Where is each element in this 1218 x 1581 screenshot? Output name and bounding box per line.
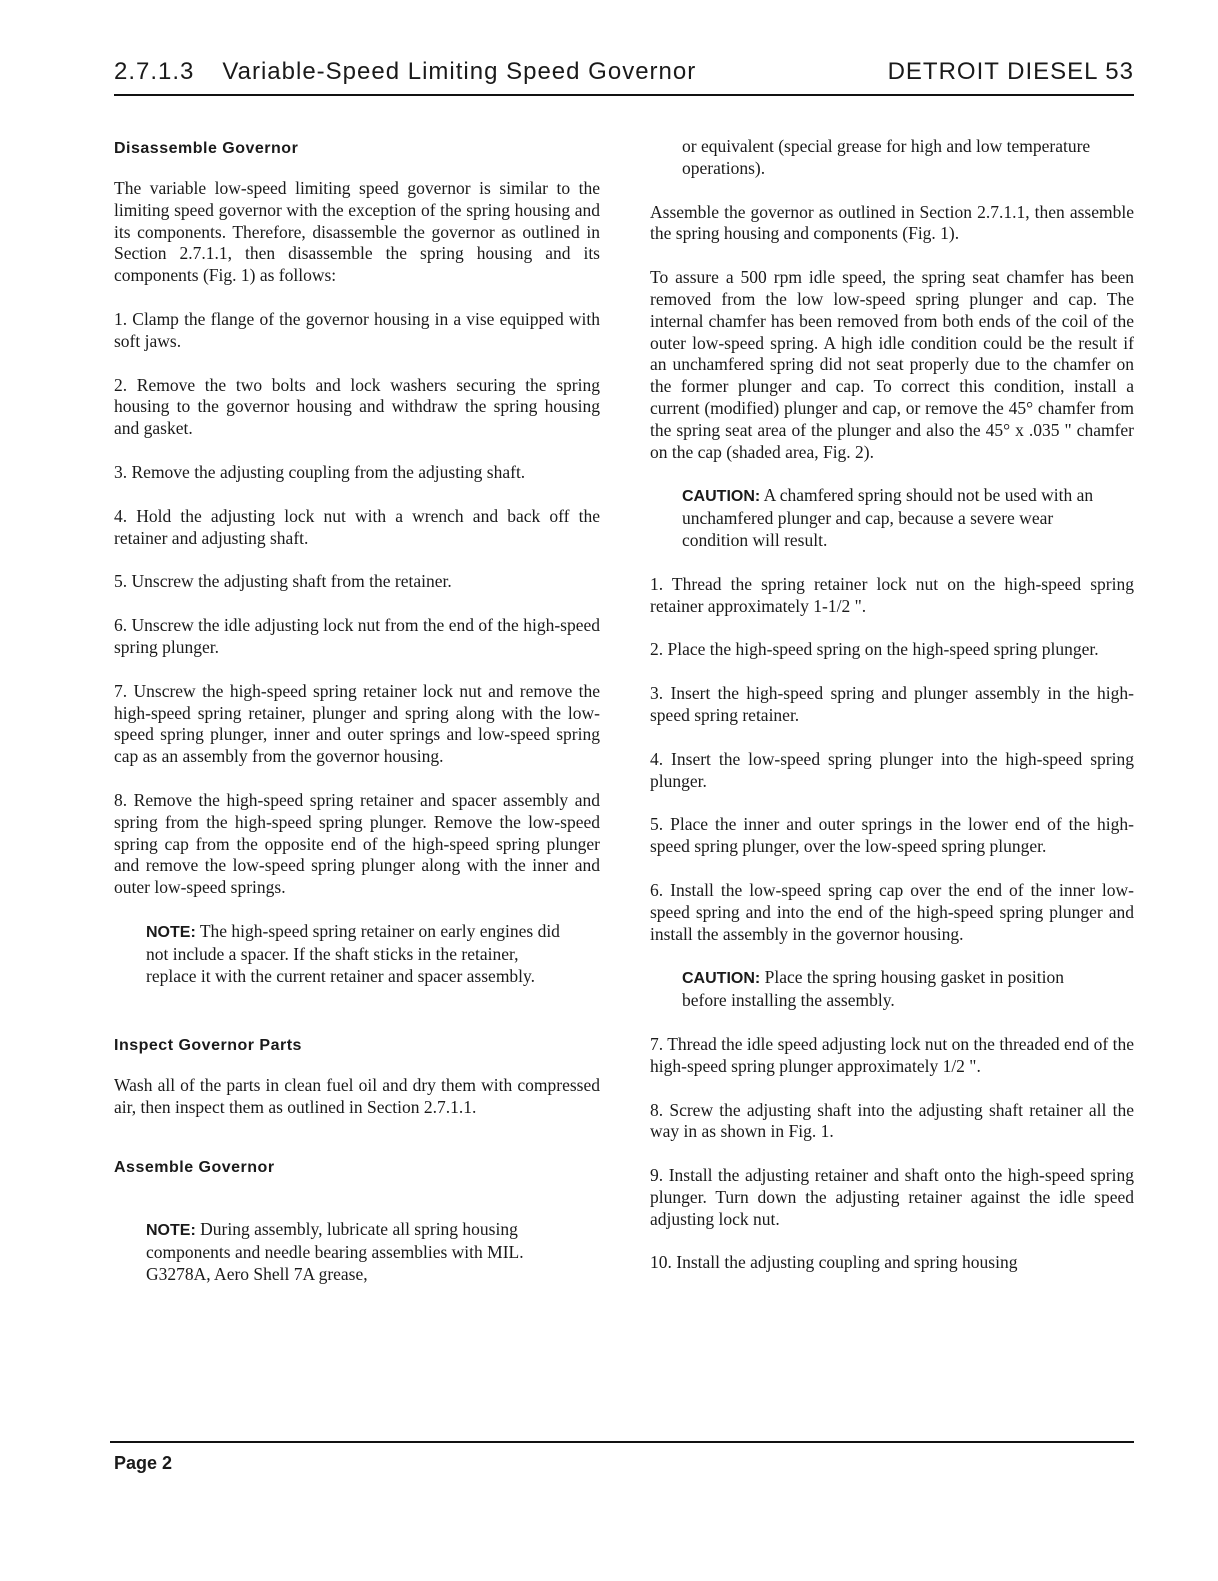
assemble-step: 2. Place the high-speed spring on the high-speed spring plunger.	[650, 639, 1099, 660]
header-left	[114, 58, 696, 86]
caution-label: CAUTION:	[682, 488, 761, 506]
disassemble-step: 5. Unscrew the adjusting shaft from the retainer.	[114, 571, 452, 592]
caution-gasket	[650, 967, 1134, 1012]
right-column	[650, 134, 1134, 1274]
section-title: Variable-Speed Limiting Speed Governor	[222, 58, 697, 85]
assemble-step: 5. Place the inner and outer springs in the lower end of the high-speed spring plunger, over the low-speed spring plunger.	[650, 814, 1134, 857]
disassemble-heading: Disassemble Governor	[114, 140, 299, 157]
note-text: During assembly, lubricate all spring housing components and needle bearing assemblies with MIL. G3278A, Aero Shell 7A grease,	[146, 1218, 524, 1284]
note-text: The high-speed spring retainer on early engines did not include a spacer. If the shaft sticks in the retainer, replace it with the current retainer and spacer assembly.	[146, 920, 560, 986]
assemble-step: 3. Insert the high-speed spring and plunger assembly in the high-speed spring retainer.	[650, 683, 1134, 725]
inspect-paragraph: Wash all of the parts in clean fuel oil and dry them with compressed air, then inspect them as outlined in Section 2.7.1.1.	[114, 1075, 600, 1118]
footer-divider	[110, 1441, 1134, 1443]
disassemble-step: 8. Remove the high-speed spring retainer and spacer assembly and spring from the high-speed spring plunger. Remove the low-speed spring cap from the opposite end of the high-speed spring plunger and remove the low-speed spring plunger along with the inner and outer low-speed springs.	[114, 789, 600, 898]
assemble-step: 7. Thread the idle speed adjusting lock nut on the threaded end of the high-speed spring plunger approximately 1/2 ".	[650, 1033, 1134, 1076]
caution-chamfer	[650, 485, 1134, 551]
assemble-step: 10. Install the adjusting coupling and spring housing	[650, 1252, 1018, 1273]
disassemble-step: 6. Unscrew the idle adjusting lock nut from the end of the high-speed spring plunger.	[114, 615, 600, 657]
assemble-paragraph: Assemble the governor as outlined in Section 2.7.1.1, then assemble the spring housing and components (Fig. 1).	[650, 201, 1134, 244]
assemble-step: 1. Thread the spring retainer lock nut on the high-speed spring retainer approximately 1-1/2 ".	[650, 573, 1134, 616]
assemble-step: 6. Install the low-speed spring cap over the end of the inner low-speed spring and into the end of the high-speed spring plunger and install the assembly in the governor housing.	[650, 879, 1134, 944]
page-number: Page 2	[114, 1453, 173, 1473]
inspect-heading: Inspect Governor Parts	[114, 1037, 302, 1055]
caution-text: A chamfered spring should not be used with an unchamfered plunger and cap, because a severe wear condition will result.	[682, 485, 1094, 550]
note-label: NOTE:	[146, 923, 196, 941]
disassemble-step: 3. Remove the adjusting coupling from the adjusting shaft.	[114, 461, 526, 482]
intro-paragraph: The variable low-speed limiting speed governor is similar to the limiting speed governor with the exception of the spring housing and its components. Therefore, disassemble the governor as outlined in Section 2.7.1.1, then disassemble the spring housing and its components (Fig. 1) as follows:	[114, 178, 600, 286]
note-lubricate	[114, 1219, 600, 1285]
page-header	[114, 58, 1134, 96]
assemble-heading: Assemble Governor	[114, 1158, 275, 1176]
manual-title: DETROIT DIESEL 53	[887, 58, 1134, 85]
caution-text: Place the spring housing gasket in position before installing the assembly.	[682, 967, 1065, 1011]
note-retainer	[114, 921, 600, 987]
caution-label: CAUTION:	[682, 970, 761, 988]
assemble-step: 4. Insert the low-speed spring plunger into the high-speed spring plunger.	[650, 748, 1134, 791]
assemble-step: 9. Install the adjusting retainer and shaft onto the high-speed spring plunger. Turn down the adjusting retainer against the idle speed adjusting lock nut.	[650, 1165, 1134, 1229]
section-number: 2.7.1.3	[114, 58, 195, 85]
disassemble-step: 4. Hold the adjusting lock nut with a wrench and back off the retainer and adjusting shaft.	[114, 505, 600, 548]
note-label: NOTE:	[146, 1221, 196, 1239]
disassemble-step: 7. Unscrew the high-speed spring retainer lock nut and remove the high-speed spring retainer, plunger and spring along with the low-speed spring plunger, inner and outer springs and low-speed spring cap as an assembly from the governor housing.	[114, 680, 600, 767]
idle-speed-paragraph: To assure a 500 rpm idle speed, the spring seat chamfer has been removed from the low low-speed spring plunger and cap. The internal chamfer has been removed from both ends of the coil of the outer low-speed spring. A high idle condition could be the result if an unchamfered spring did not seat properly due to the chamfer on the former plunger and cap. To correct this condition, install a current (modified) plunger and cap, or remove the 45° chamfer from the spring seat area of the plunger and also the 45° x .035 " chamfer on the cap (shaded area, Fig. 2).	[650, 267, 1134, 462]
disassemble-step: 1. Clamp the flange of the governor housing in a vise equipped with soft jaws.	[114, 308, 600, 351]
disassemble-step: 2. Remove the two bolts and lock washers securing the spring housing to the governor housing and withdraw the spring housing and gasket.	[114, 374, 600, 439]
continued-paragraph: or equivalent (special grease for high and low temperature operations).	[682, 136, 1091, 178]
assemble-step: 8. Screw the adjusting shaft into the adjusting shaft retainer all the way in as shown in Fig. 1.	[650, 1099, 1134, 1142]
left-column	[114, 134, 600, 1285]
